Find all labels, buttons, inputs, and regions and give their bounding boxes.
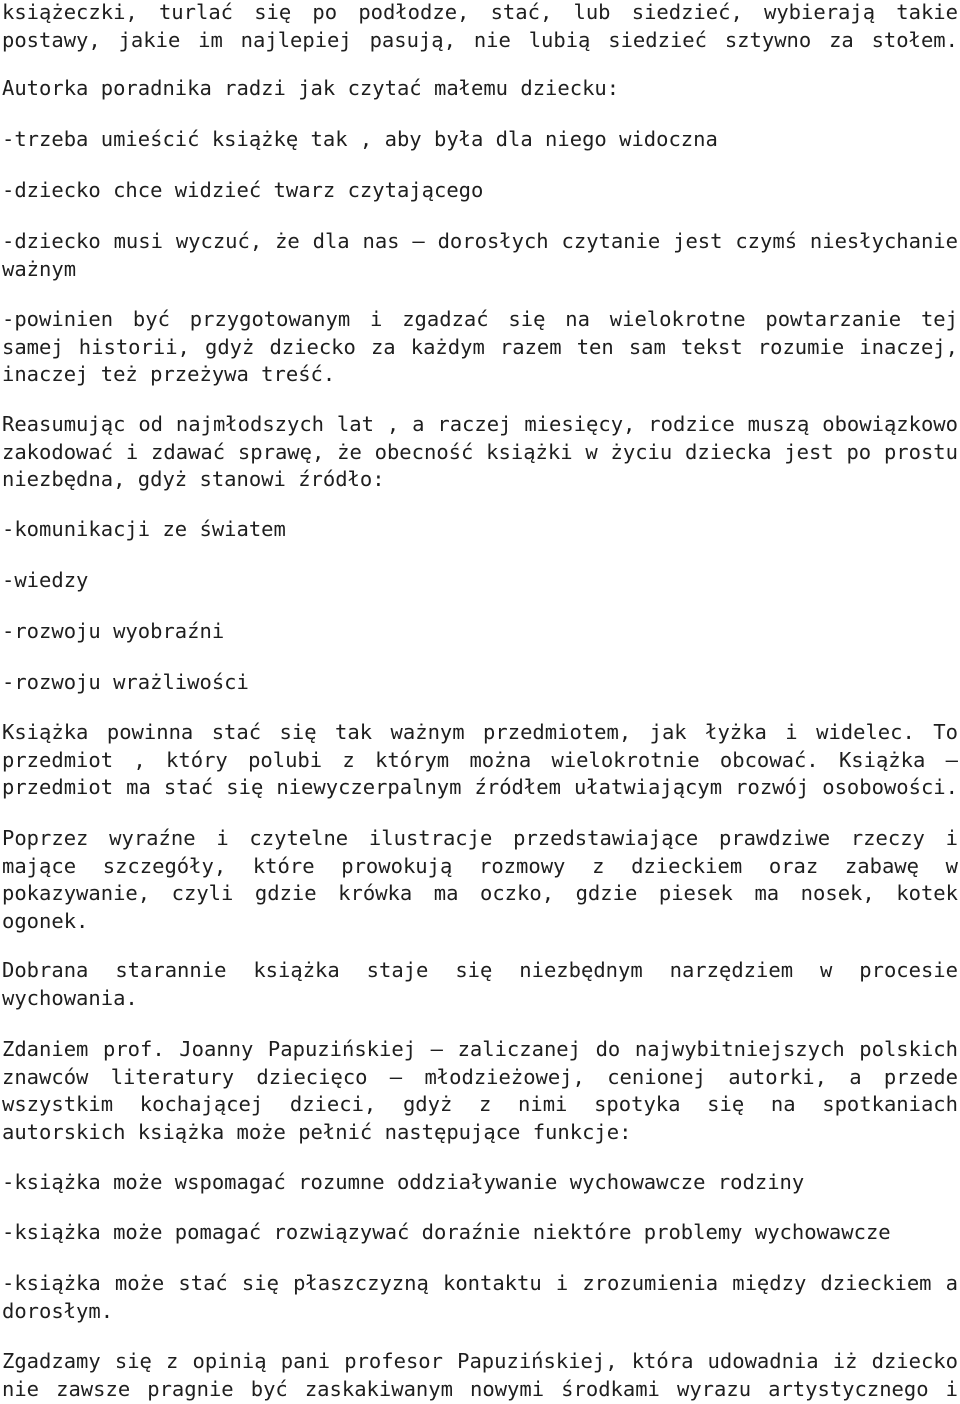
text-line: Zgadzamy się z opinią pani profesor Papuzińskiej, która udowadnia iż dziecko (2, 1349, 958, 1373)
paragraph-author-advice (2, 75, 958, 103)
text-line: ogonek. (2, 908, 89, 933)
text-line: ważnym (2, 256, 77, 281)
text-line: inaczej też przeżywa treść. (2, 362, 336, 386)
advice-list-item (2, 126, 958, 154)
text-line: wszystkim kochającej dzieci, gdyż z nimi spotyka się na spotkaniach (2, 1092, 958, 1116)
text-line: samej historii, gdyż dziecko za każdym razem ten sam tekst rozumie inaczej, (2, 334, 958, 359)
functions-list-item (2, 1219, 958, 1247)
paragraph-illustrations (2, 825, 958, 935)
text-line: -książka może wspomagać rozumne oddziaływanie wychowawcze rodziny (2, 1170, 805, 1194)
text-line: -wiedzy (2, 568, 89, 592)
advice-list-item (2, 228, 958, 283)
paragraph-papuzinska (2, 1036, 958, 1146)
text-line: wychowania. (2, 985, 138, 1010)
text-line: -rozwoju wrażliwości (2, 670, 249, 694)
text-line: -trzeba umieścić książkę tak , aby była dla niego widoczna (2, 127, 718, 151)
text-line: mające szczegóły, które prowokują rozmowy z dzieckiem oraz zabawę w (2, 853, 958, 878)
text-line: -dziecko musi wyczuć, że dla nas – dorosłych czytanie jest czymś niesłychanie (2, 229, 958, 253)
functions-list-item (2, 1169, 958, 1197)
text-line: niezbędna, gdyż stanowi źródło: (2, 467, 385, 491)
paragraph-tool (2, 957, 958, 1012)
text-line: -książka może stać się płaszczyzną kontaktu i zrozumienia między dzieckiem a (2, 1271, 958, 1295)
advice-list-item (2, 306, 958, 389)
text-line: nie zawsze pragnie być zaskakiwanym nowymi środkami wyrazu artystycznego i (2, 1376, 958, 1401)
text-line: -dziecko chce widzieć twarz czytającego (2, 178, 484, 202)
text-line: Zdaniem prof. Joanny Papuzińskiej – zaliczanej do najwybitniejszych polskich (2, 1037, 958, 1061)
paragraph-closing (2, 1348, 958, 1403)
paragraph-summary (2, 411, 958, 494)
text-line: -rozwoju wyobraźni (2, 619, 225, 643)
text-line: Autorka poradnika radzi jak czytać małemu dziecku: (2, 76, 620, 100)
functions-list-item (2, 1270, 958, 1325)
text-line: -książka może pomagać rozwiązywać doraźnie niektóre problemy wychowawcze (2, 1220, 891, 1244)
text-line: Reasumując od najmłodszych lat , a raczej miesięcy, rodzice muszą obowiązkowo (2, 412, 958, 436)
paragraph-book-object (2, 719, 958, 802)
text-line: -powinien być przygotowanym i zgadzać się na wielokrotne powtarzanie tej (2, 307, 958, 331)
text-line: dorosłym. (2, 1298, 114, 1323)
source-list-item (2, 618, 958, 646)
text-line: -komunikacji ze światem (2, 517, 286, 541)
text-line: postawy, jakie im najlepiej pasują, nie lubią siedzieć sztywno za stołem. (2, 27, 958, 52)
text-line: znawców literatury dziecięco – młodzieżowej, cenionej autorki, a przede (2, 1064, 958, 1089)
text-line: przedmiot , który polubi z którym można wielokrotnie obcować. Książka – (2, 747, 958, 772)
text-line: Poprzez wyraźne i czytelne ilustracje przedstawiające prawdziwe rzeczy i (2, 826, 958, 850)
text-line: autorskich książka może pełnić następujące funkcje: (2, 1119, 632, 1144)
paragraph-intro-continued (2, 0, 958, 54)
text-line: przedmiot ma stać się niewyczerpalnym źródłem ułatwiającym rozwój osobowości. (2, 775, 958, 799)
source-list-item (2, 516, 958, 544)
text-line: książeczki, turlać się po podłodze, stać, lub siedzieć, wybierają takie (2, 0, 958, 24)
advice-list-item (2, 177, 958, 205)
source-list-item (2, 669, 958, 697)
text-line: zakodować i zdawać sprawę, że obecność książki w życiu dziecka jest po prostu (2, 439, 958, 464)
source-list-item (2, 567, 958, 595)
text-line: Książka powinna stać się tak ważnym przedmiotem, jak łyżka i widelec. To (2, 720, 958, 744)
text-line: pokazywanie, czyli gdzie krówka ma oczko, gdzie piesek ma nosek, kotek (2, 881, 958, 905)
text-line: Dobrana starannie książka staje się niezbędnym narzędziem w procesie (2, 958, 958, 982)
